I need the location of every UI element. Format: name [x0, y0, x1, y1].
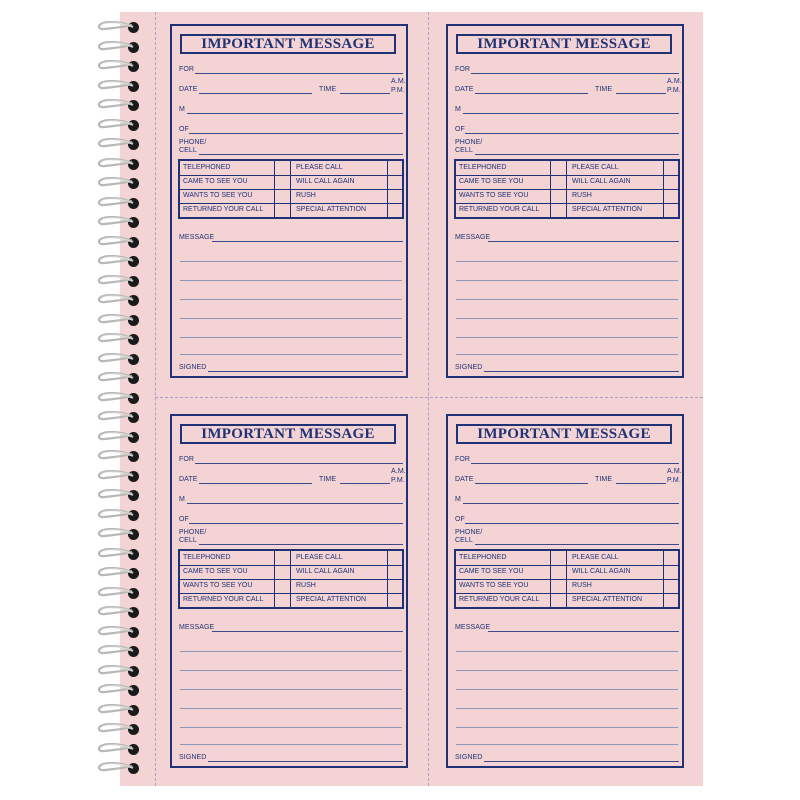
message-line[interactable]: [180, 727, 402, 728]
message-line[interactable]: [180, 651, 402, 652]
m-label: M: [179, 106, 185, 113]
am-label: A.M.: [391, 468, 406, 475]
message-line[interactable]: [180, 670, 402, 671]
for-label: FOR: [455, 66, 471, 73]
spiral-coil: [96, 587, 134, 597]
signed-line[interactable]: [208, 761, 403, 762]
date-label: DATE: [455, 86, 474, 93]
option-special-attention[interactable]: SPECIAL ATTENTION: [296, 596, 367, 603]
date-line[interactable]: [475, 93, 588, 94]
message-first-line[interactable]: [488, 631, 679, 632]
message-line[interactable]: [180, 708, 402, 709]
grid-row-line: [180, 593, 402, 594]
time-line[interactable]: [616, 483, 666, 484]
message-line[interactable]: [180, 261, 402, 262]
option-came-to-see-you[interactable]: CAME TO SEE YOU: [459, 178, 524, 185]
spiral-coil: [96, 450, 134, 460]
option-came-to-see-you[interactable]: CAME TO SEE YOU: [183, 178, 248, 185]
message-slip: [446, 24, 684, 378]
message-slip: [170, 414, 408, 768]
phone-line[interactable]: [199, 544, 403, 545]
date-line[interactable]: [199, 93, 312, 94]
option-returned-your-call[interactable]: RETURNED YOUR CALL: [183, 596, 264, 603]
date-line[interactable]: [199, 483, 312, 484]
binding-perforation: [155, 12, 156, 786]
date-label: DATE: [179, 476, 198, 483]
message-label: MESSAGE: [179, 624, 215, 631]
signed-label: SIGNED: [455, 364, 483, 371]
message-line[interactable]: [180, 744, 402, 745]
message-slip: [446, 414, 684, 768]
option-returned-your-call[interactable]: RETURNED YOUR CALL: [459, 206, 540, 213]
spiral-coil: [96, 138, 134, 148]
option-telephoned[interactable]: TELEPHONED: [183, 554, 231, 561]
spiral-coil: [96, 548, 134, 558]
call-options-grid: [454, 159, 680, 219]
message-line[interactable]: [456, 727, 678, 728]
option-telephoned[interactable]: TELEPHONED: [183, 164, 231, 171]
spiral-coil: [96, 99, 134, 109]
message-line[interactable]: [180, 299, 402, 300]
message-line[interactable]: [456, 280, 678, 281]
date-line[interactable]: [475, 483, 588, 484]
phone-line[interactable]: [475, 154, 679, 155]
spiral-coil: [96, 723, 134, 733]
message-line[interactable]: [180, 318, 402, 319]
message-slip: [170, 24, 408, 378]
vertical-perforation: [428, 12, 429, 786]
time-line[interactable]: [340, 483, 390, 484]
spiral-coil: [96, 606, 134, 616]
option-telephoned[interactable]: TELEPHONED: [459, 164, 507, 171]
grid-row-line: [456, 189, 678, 190]
slip-title: IMPORTANT MESSAGE: [180, 34, 396, 54]
option-please-call[interactable]: PLEASE CALL: [572, 164, 619, 171]
am-label: A.M.: [667, 468, 682, 475]
slip-title: IMPORTANT MESSAGE: [456, 34, 672, 54]
horizontal-perforation: [155, 397, 703, 398]
option-will-call-again[interactable]: WILL CALL AGAIN: [572, 568, 631, 575]
message-first-line[interactable]: [212, 241, 403, 242]
of-line[interactable]: [189, 133, 403, 134]
call-options-grid: [178, 159, 404, 219]
message-line[interactable]: [456, 689, 678, 690]
spiral-coil: [96, 372, 134, 382]
of-line[interactable]: [465, 133, 679, 134]
message-line[interactable]: [180, 354, 402, 355]
of-label: OF: [455, 126, 465, 133]
message-label: MESSAGE: [179, 234, 215, 241]
time-label: TIME: [595, 476, 613, 483]
slip-title: IMPORTANT MESSAGE: [456, 424, 672, 444]
phone-label: PHONE/: [455, 529, 483, 536]
cell-label: CELL: [455, 147, 473, 154]
cell-label: CELL: [455, 537, 473, 544]
option-special-attention[interactable]: SPECIAL ATTENTION: [296, 206, 367, 213]
m-line[interactable]: [463, 113, 679, 114]
phone-label: PHONE/: [179, 529, 207, 536]
message-line[interactable]: [456, 261, 678, 262]
spiral-coil: [96, 762, 134, 772]
for-line[interactable]: [195, 463, 403, 464]
option-rush[interactable]: RUSH: [572, 192, 592, 199]
option-please-call[interactable]: PLEASE CALL: [296, 554, 343, 561]
spiral-coil: [96, 294, 134, 304]
for-label: FOR: [455, 456, 471, 463]
signed-line[interactable]: [208, 371, 403, 372]
spiral-coil: [96, 665, 134, 675]
option-wants-to-see-you[interactable]: WANTS TO SEE YOU: [183, 192, 253, 199]
grid-row-line: [180, 565, 402, 566]
slip-title: IMPORTANT MESSAGE: [180, 424, 396, 444]
grid-row-line: [456, 565, 678, 566]
spiral-coil: [96, 41, 134, 51]
pm-label: P.M.: [391, 477, 405, 484]
grid-row-line: [456, 593, 678, 594]
option-will-call-again[interactable]: WILL CALL AGAIN: [572, 178, 631, 185]
phone-line[interactable]: [199, 154, 403, 155]
option-returned-your-call[interactable]: RETURNED YOUR CALL: [183, 206, 264, 213]
spiral-coil: [96, 567, 134, 577]
message-line[interactable]: [456, 337, 678, 338]
spiral-coil: [96, 743, 134, 753]
of-label: OF: [179, 516, 189, 523]
spiral-coil: [96, 431, 134, 441]
spiral-coil: [96, 158, 134, 168]
spiral-coil: [96, 119, 134, 129]
signed-label: SIGNED: [179, 364, 207, 371]
message-line[interactable]: [180, 337, 402, 338]
of-line[interactable]: [189, 523, 403, 524]
am-label: A.M.: [667, 78, 682, 85]
date-label: DATE: [179, 86, 198, 93]
option-please-call[interactable]: PLEASE CALL: [572, 554, 619, 561]
spiral-coil: [96, 489, 134, 499]
message-line[interactable]: [456, 744, 678, 745]
m-line[interactable]: [187, 113, 403, 114]
grid-row-line: [180, 189, 402, 190]
option-came-to-see-you[interactable]: CAME TO SEE YOU: [183, 568, 248, 575]
message-line[interactable]: [456, 651, 678, 652]
am-label: A.M.: [391, 78, 406, 85]
spiral-binding: [96, 12, 136, 786]
time-label: TIME: [595, 86, 613, 93]
cell-label: CELL: [179, 147, 197, 154]
pm-label: P.M.: [667, 477, 681, 484]
for-line[interactable]: [471, 73, 679, 74]
message-label: MESSAGE: [455, 234, 491, 241]
grid-row-line: [456, 203, 678, 204]
option-rush[interactable]: RUSH: [572, 582, 592, 589]
signed-label: SIGNED: [455, 754, 483, 761]
for-label: FOR: [179, 456, 195, 463]
grid-row-line: [456, 175, 678, 176]
option-returned-your-call[interactable]: RETURNED YOUR CALL: [459, 596, 540, 603]
spiral-coil: [96, 470, 134, 480]
message-line[interactable]: [456, 299, 678, 300]
spiral-coil: [96, 216, 134, 226]
spiral-coil: [96, 392, 134, 402]
option-will-call-again[interactable]: WILL CALL AGAIN: [296, 568, 355, 575]
option-came-to-see-you[interactable]: CAME TO SEE YOU: [459, 568, 524, 575]
message-line[interactable]: [180, 280, 402, 281]
spiral-coil: [96, 645, 134, 655]
date-label: DATE: [455, 476, 474, 483]
spiral-coil: [96, 509, 134, 519]
grid-row-line: [180, 579, 402, 580]
option-telephoned[interactable]: TELEPHONED: [459, 554, 507, 561]
spiral-coil: [96, 704, 134, 714]
spiral-coil: [96, 236, 134, 246]
for-label: FOR: [179, 66, 195, 73]
pm-label: P.M.: [391, 87, 405, 94]
m-label: M: [455, 496, 461, 503]
spiral-coil: [96, 411, 134, 421]
message-line[interactable]: [456, 670, 678, 671]
m-label: M: [455, 106, 461, 113]
spiral-coil: [96, 80, 134, 90]
phone-line[interactable]: [475, 544, 679, 545]
spiral-coil: [96, 684, 134, 694]
pm-label: P.M.: [667, 87, 681, 94]
signed-line[interactable]: [484, 761, 679, 762]
spiral-coil: [96, 333, 134, 343]
message-line[interactable]: [180, 689, 402, 690]
message-first-line[interactable]: [212, 631, 403, 632]
option-rush[interactable]: RUSH: [296, 192, 316, 199]
signed-label: SIGNED: [179, 754, 207, 761]
spiral-coil: [96, 60, 134, 70]
call-options-grid: [178, 549, 404, 609]
message-first-line[interactable]: [488, 241, 679, 242]
phone-label: PHONE/: [179, 139, 207, 146]
m-line[interactable]: [463, 503, 679, 504]
message-line[interactable]: [456, 708, 678, 709]
option-wants-to-see-you[interactable]: WANTS TO SEE YOU: [459, 192, 529, 199]
grid-row-line: [180, 203, 402, 204]
option-special-attention[interactable]: SPECIAL ATTENTION: [572, 206, 643, 213]
spiral-coil: [96, 528, 134, 538]
option-rush[interactable]: RUSH: [296, 582, 316, 589]
spiral-coil: [96, 255, 134, 265]
phone-label: PHONE/: [455, 139, 483, 146]
message-label: MESSAGE: [455, 624, 491, 631]
of-line[interactable]: [465, 523, 679, 524]
time-line[interactable]: [340, 93, 390, 94]
option-will-call-again[interactable]: WILL CALL AGAIN: [296, 178, 355, 185]
call-options-grid: [454, 549, 680, 609]
grid-row-line: [456, 579, 678, 580]
of-label: OF: [455, 516, 465, 523]
message-line[interactable]: [456, 318, 678, 319]
spiral-coil: [96, 353, 134, 363]
for-line[interactable]: [195, 73, 403, 74]
message-line[interactable]: [456, 354, 678, 355]
time-line[interactable]: [616, 93, 666, 94]
m-label: M: [179, 496, 185, 503]
of-label: OF: [179, 126, 189, 133]
time-label: TIME: [319, 476, 337, 483]
grid-row-line: [180, 175, 402, 176]
spiral-coil: [96, 177, 134, 187]
spiral-coil: [96, 197, 134, 207]
spiral-coil: [96, 21, 134, 31]
option-please-call[interactable]: PLEASE CALL: [296, 164, 343, 171]
for-line[interactable]: [471, 463, 679, 464]
m-line[interactable]: [187, 503, 403, 504]
signed-line[interactable]: [484, 371, 679, 372]
spiral-coil: [96, 626, 134, 636]
cell-label: CELL: [179, 537, 197, 544]
spiral-coil: [96, 275, 134, 285]
option-special-attention[interactable]: SPECIAL ATTENTION: [572, 596, 643, 603]
spiral-coil: [96, 314, 134, 324]
option-wants-to-see-you[interactable]: WANTS TO SEE YOU: [183, 582, 253, 589]
option-wants-to-see-you[interactable]: WANTS TO SEE YOU: [459, 582, 529, 589]
time-label: TIME: [319, 86, 337, 93]
